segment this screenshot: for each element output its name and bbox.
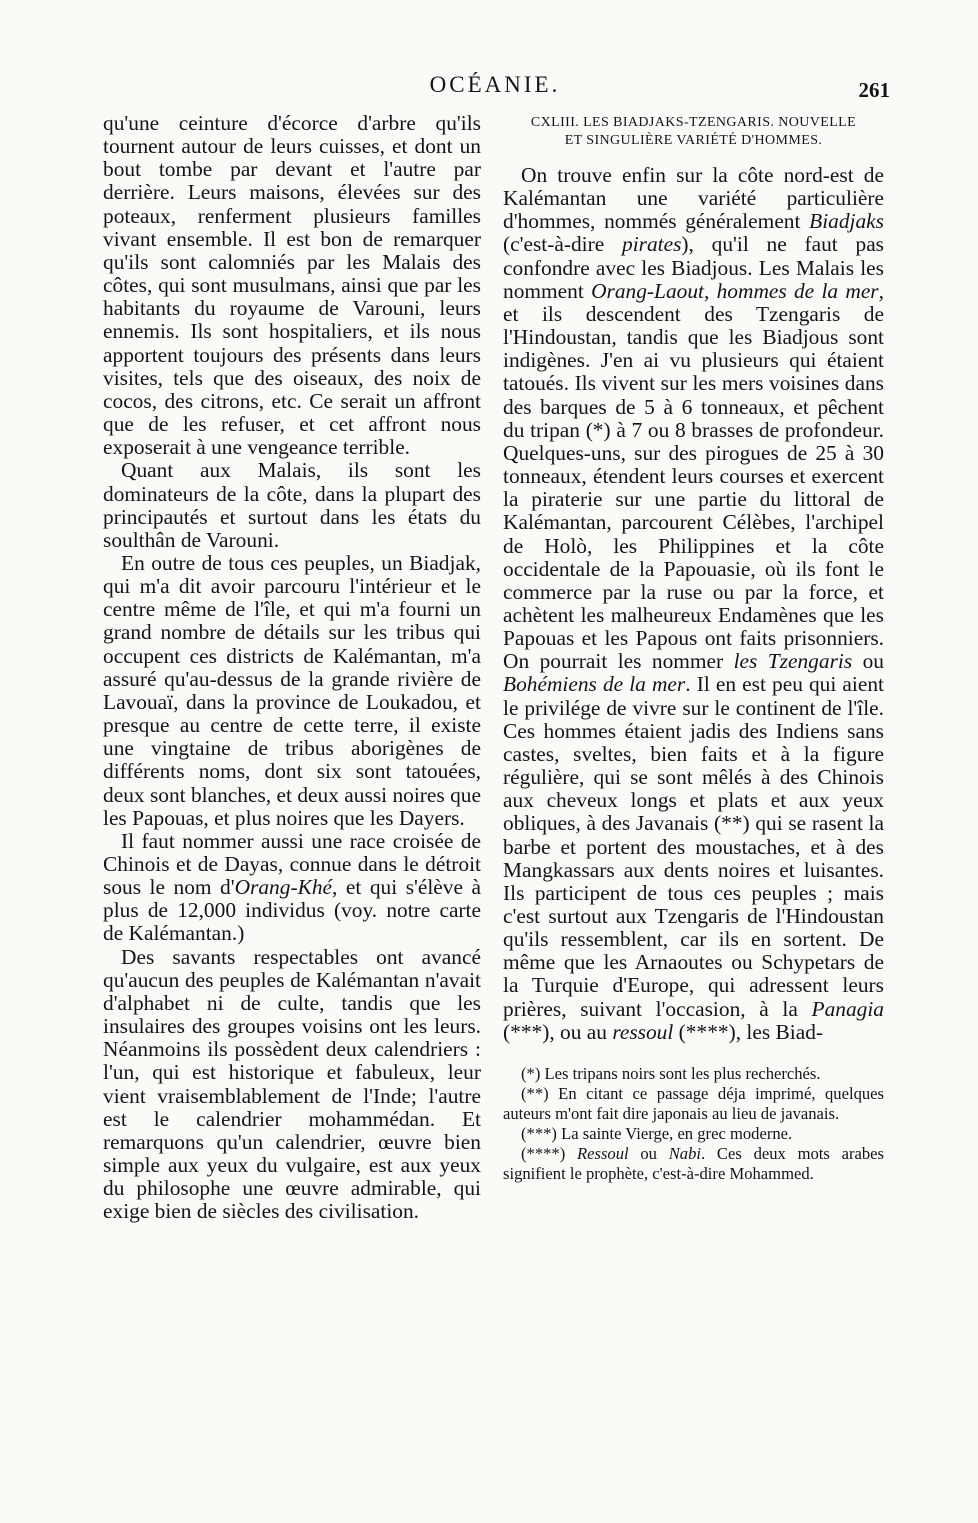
text-run: (****), les Biad- [673,1019,824,1044]
footnote-4 [503,1144,884,1184]
text-run: On trouve enfin sur la côte nord-est de Kalémantan une variété particulière d'hommes, nommés généralement [503,163,884,234]
paragraph-orang-khe [103,830,481,946]
text-run: ou [628,1143,669,1163]
footnote-2: (**) En citant ce passage déja imprimé, quelques auteurs m'ont fait dire japonais au lieu de javanais. [503,1083,884,1123]
text-run: (***), ou au [503,1019,613,1044]
italic-term: Biadjaks [809,209,884,234]
footnote-3: (***) La sainte Vierge, en grec moderne. [521,1123,793,1143]
italic-term: pirates [622,232,682,257]
text-run: . Ces deux mots arabes signifient le prophète, c'est-à-dire Mohammed. [503,1143,884,1183]
paragraph-calendars: Des savants respectables ont avancé qu'aucun des peuples de Kalémantan n'avait d'alphabet ni de culte, tandis que les insulaires des groupes voisins ont les leurs. Néanmoins ils possèdent deux calendriers : l'un, qui est historique et fabuleux, leur vient vraisemblablement de l'Inde; l'autre est le calendrier mohammédan. Et remarquons qu'un calendrier, œuvre bien simple aux yeux du vulgaire, est aux yeux du philosophe une œuvre admirable, qui exige bien de siècles des civilisation. [103,944,481,1224]
section-heading-line: ET SINGULIÈRE VARIÉTÉ D'HOMMES. [564,133,823,148]
italic-term: Orang-Laout, hommes de la mer [591,278,879,303]
italic-term: ressoul [612,1019,674,1044]
running-header [100,72,890,102]
italic-term: Ressoul [577,1143,629,1163]
running-title: OCÉANIE. [429,72,561,97]
italic-term: les Tzengaris [733,649,853,674]
left-column [103,112,481,1224]
section-heading-line: CXLIII. LES BIADJAKS-TZENGARIS. NOUVELLE [530,115,857,130]
text-run: (****) [521,1143,577,1163]
italic-term: Panagia [811,996,884,1021]
text-run: . Il en est peu qui aient le privilége de vivre sur le continent de l'île. Ces hommes étaient jadis des Indiens sans castes, sveltes, bien faits et à la figure régulière, qui se sont mêlés à des Chinois aux cheveux longs et plats et aux yeux obliques, à des Javanais (**) qui se rasent la barbe et portent des moustaches, et à des Mangkassars aux dents noires et luisantes. Ils participent de tous ces peuples ; mais c'est surtout aux Tzengaris de l'Hindoustan qu'ils ressemblent, car ils en sortent. De même que les Arnaoutes ou Schypetars de la Turquie d'Europe, qui adressent leurs prières, suivant l'occasion, à la [503,672,884,1021]
paragraph-biadjaks-tzengaris [503,164,884,1044]
italic-term: Bohémiens de la mer [503,672,686,697]
italic-term: Orang-Khé [234,875,333,900]
italic-term: Nabi [668,1143,702,1163]
paragraph-continued: qu'une ceinture d'écorce d'arbre qu'ils tournent autour de leurs cuisses, et dont un bout tombe par devant et l'autre par derrière. Leurs maisons, élevées sur des poteaux, renferment plusieurs familles vivant ensemble. Il est bon de remarquer qu'ils sont calomniés par les Malais des côtes, qui sont musulmans, ainsi que par les habitants du royaume de Varouni, leurs ennemis. Ils sont hospitaliers, et ils nous apportent toujours des présents dans leurs visites, tels que des oiseaux, des noix de cocos, des citrons, etc. Ce serait un affront que de les refuser, et cet affront nous exposerait à une vengeance terrible. [103,111,481,460]
text-run: Il faut nommer aussi une race croisée de Chinois et de Dayas, connue dans le détroit sous le nom d' [103,828,481,900]
text-run: , et ils descendent des Tzengaris de l'Hindoustan, tandis que les Biadjous sont indigènes. J'en ai vu plusieurs qui étaient tatoués. Ils vivent sur les mers voisines dans des barques de 5 à 6 tonneaux, et pêchent du tripan (*) à 7 ou 8 brasses de profondeur. Quelques-uns, sur des pirogues de 25 à 30 tonneaux, étendent leurs courses et exercent la piraterie sur une partie du littoral de Kalémantan, parcourent Célèbes, l'archipel de Holò, les Philippines et la côte occidentale de la Papouasie, où ils font le commerce par la ruse ou par la force, et achètent les malheureux Endamènes que les Papouas et les Papous ont faits prisonniers. On pourrait les nommer [503,278,884,674]
text-run: (c'est-à-dire [503,232,622,257]
footnote-1: (*) Les tripans noirs sont les plus recherchés. [521,1063,821,1083]
text-run: ou [852,649,884,674]
text-run: , et qui s'élève à plus de 12,000 individus (voy. notre carte de Kalémantan.) [103,875,481,946]
text-run: ), qu'il ne faut pas confondre avec les Biadjous. Les Malais les nomment [503,232,885,303]
section-heading [503,112,884,150]
page-number: 261 [858,78,890,102]
right-column [503,112,884,1184]
paragraph-biadjak-tribes: En outre de tous ces peuples, un Biadjak, qui m'a dit avoir parcouru l'intérieur et le centre même de l'île, et qui m'a fourni un grand nombre de détails sur les tribus qui occupent ces districts de Kalémantan, m'a assuré qu'au-dessus de la grande rivière de Lavouaï, dans la province de Loukadou, et presque au centre de cette terre, il existe une vingtaine de tribus aborigènes de différents noms, dont six sont tatouées, deux sont blanches, et deux aussi noires que les Papouas, et plus noires que les Dayers. [103,550,481,830]
paragraph-malais: Quant aux Malais, ils sont les dominateurs de la côte, dans la plupart des principautés et surtout dans les états du soulthân de Varouni. [103,458,481,552]
footnotes [503,1064,884,1184]
